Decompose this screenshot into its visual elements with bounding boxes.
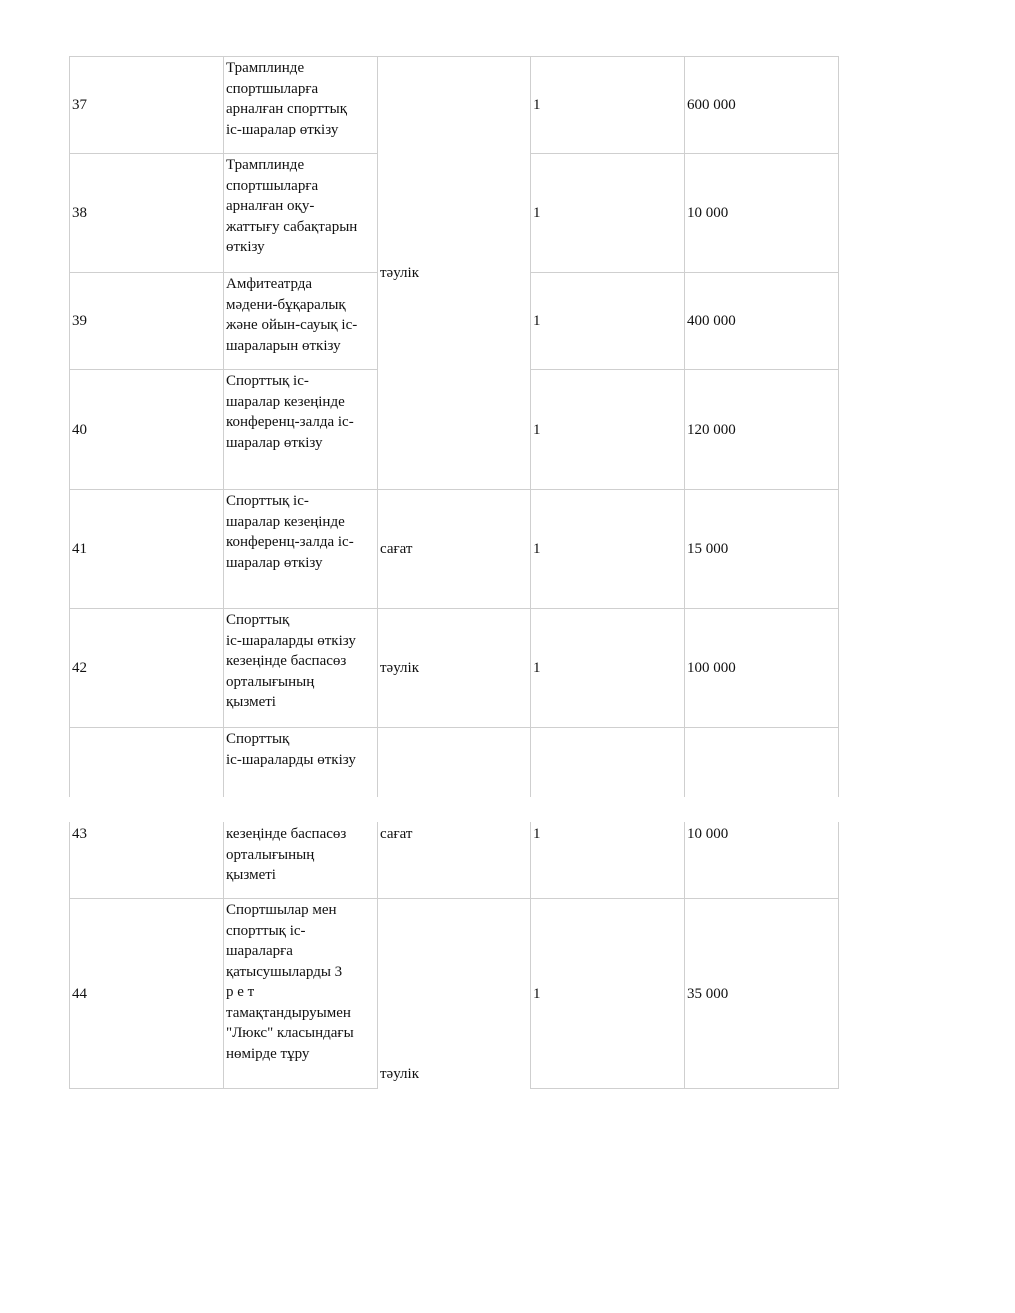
row-number xyxy=(69,153,223,272)
service-name xyxy=(223,489,377,608)
unit-text: тәулік xyxy=(380,265,419,282)
quantity-text: 1 xyxy=(533,313,541,330)
row-number-text: 43 xyxy=(72,826,87,842)
quantity-text: 1 xyxy=(533,660,541,677)
service-name xyxy=(223,272,377,369)
service-name-line: шаралар кезеңінде xyxy=(226,393,345,410)
row-number-text: 39 xyxy=(72,313,87,330)
service-name-line: Трамплинде xyxy=(226,60,305,76)
quantity xyxy=(530,153,684,272)
service-name-line: қатысушыларды 3 xyxy=(226,963,343,980)
table-border xyxy=(530,822,531,1089)
service-name-line: Спорттық xyxy=(226,731,290,747)
unit-text: сағат xyxy=(380,541,413,558)
service-name-line: Трамплинде xyxy=(226,157,305,173)
service-name xyxy=(223,153,377,272)
unit xyxy=(377,822,530,898)
price xyxy=(684,56,838,153)
unit xyxy=(377,1062,530,1088)
service-name-line: мәдени-бұқаралық xyxy=(226,296,346,313)
service-name-line: Спорттық xyxy=(226,612,290,628)
row-number-text: 42 xyxy=(72,660,87,677)
service-name-line: р е т xyxy=(226,984,255,1000)
table-border xyxy=(530,56,531,797)
table-border xyxy=(69,56,70,797)
price-text: 15 000 xyxy=(687,541,729,558)
quantity xyxy=(530,489,684,608)
quantity xyxy=(530,369,684,489)
row-number xyxy=(69,272,223,369)
table-border xyxy=(684,56,685,797)
quantity-text: 1 xyxy=(533,97,541,114)
service-name-line: шараларға xyxy=(226,943,293,959)
service-name-line: және ойын-сауық іс- xyxy=(226,317,358,333)
service-name-line: Спортшылар мен xyxy=(226,902,337,918)
service-name-line: конференц-залда іс- xyxy=(226,414,354,430)
service-name-line: орталығының xyxy=(226,673,315,690)
quantity xyxy=(530,898,684,1088)
service-name-line: арналған оқу- xyxy=(226,198,315,214)
table-border xyxy=(838,56,839,797)
quantity xyxy=(530,56,684,153)
unit xyxy=(377,489,530,608)
service-name-line: орталығының xyxy=(226,846,315,863)
service-name-line: іс-шаралар өткізу xyxy=(226,121,339,138)
row-number xyxy=(69,369,223,489)
service-name-line: Спорттық іс- xyxy=(226,373,309,389)
price xyxy=(684,272,838,369)
row-number-text: 44 xyxy=(72,985,87,1002)
service-name-line: спортшыларға xyxy=(226,177,319,194)
table-border xyxy=(69,727,839,728)
row-number-text: 37 xyxy=(72,97,87,114)
price xyxy=(684,369,838,489)
table-border xyxy=(69,822,70,1089)
table-border xyxy=(69,489,839,490)
service-name-line: Амфитеатрда xyxy=(226,276,313,292)
service-name-line: шаралар кезеңінде xyxy=(226,513,345,530)
quantity-text: 1 xyxy=(533,826,541,842)
service-name xyxy=(223,727,377,797)
price-text: 35 000 xyxy=(687,985,729,1002)
service-name-line: арналған спорттық xyxy=(226,101,348,117)
row-number-text: 40 xyxy=(72,421,87,438)
row-number xyxy=(69,489,223,608)
table-border xyxy=(684,822,685,1089)
row-number xyxy=(69,56,223,153)
row-number xyxy=(69,898,223,1088)
service-name-line: спортшыларға xyxy=(226,80,319,97)
table-border xyxy=(223,822,224,1089)
quantity xyxy=(530,822,684,898)
unit xyxy=(377,608,530,727)
row-number xyxy=(69,822,223,898)
service-name-line: конференц-залда іс- xyxy=(226,534,354,550)
service-name-line: жаттығу сабақтарын xyxy=(226,218,358,235)
table-border xyxy=(377,56,378,797)
service-name-line: қызметі xyxy=(226,694,276,710)
service-name xyxy=(223,369,377,489)
price xyxy=(684,608,838,727)
service-name-line: кезеңінде баспасөз xyxy=(226,653,347,669)
unit-text: сағат xyxy=(380,826,413,842)
quantity-text: 1 xyxy=(533,541,541,558)
service-name-line: спорттық іс- xyxy=(226,922,306,939)
service-name xyxy=(223,898,377,1088)
price-text: 10 000 xyxy=(687,205,729,222)
quantity-text: 1 xyxy=(533,985,541,1002)
price xyxy=(684,898,838,1088)
table-border xyxy=(223,56,224,797)
service-name xyxy=(223,608,377,727)
service-name-line: тамақтандыруымен xyxy=(226,1004,351,1021)
unit-merged xyxy=(377,56,530,489)
unit-text: тәулік xyxy=(380,660,419,677)
service-name xyxy=(223,822,377,898)
table-border xyxy=(69,898,839,899)
table-border xyxy=(69,608,839,609)
quantity xyxy=(530,608,684,727)
service-name-line: шараларын өткізу xyxy=(226,337,341,354)
price-text: 100 000 xyxy=(687,660,736,677)
service-name-line: іс-шараларды өткізу xyxy=(226,751,356,768)
unit-text: тәулік xyxy=(380,1066,419,1082)
service-name-line: "Люкс" класындағы xyxy=(226,1025,354,1041)
row-number-text: 38 xyxy=(72,205,87,222)
service-name xyxy=(223,56,377,153)
price-text: 400 000 xyxy=(687,313,736,330)
service-name-line: өткізу xyxy=(226,239,265,255)
price-text: 600 000 xyxy=(687,97,736,114)
service-name-line: іс-шараларды өткізу xyxy=(226,632,356,649)
service-name-line: шаралар өткізу xyxy=(226,434,323,451)
table-border xyxy=(69,56,839,57)
service-name-line: Спорттық іс- xyxy=(226,493,309,509)
price xyxy=(684,153,838,272)
row-number-text: 41 xyxy=(72,541,87,558)
table-border xyxy=(838,822,839,1089)
price-text: 10 000 xyxy=(687,826,729,842)
service-name-line: кезеңінде баспасөз xyxy=(226,826,347,842)
row-number xyxy=(69,608,223,727)
price xyxy=(684,822,838,898)
service-name-line: қызметі xyxy=(226,867,276,883)
quantity-text: 1 xyxy=(533,205,541,222)
price xyxy=(684,489,838,608)
service-name-line: нөмірде тұру xyxy=(226,1045,310,1062)
table-border xyxy=(377,822,378,1089)
price-text: 120 000 xyxy=(687,421,736,438)
service-name-line: шаралар өткізу xyxy=(226,554,323,571)
quantity xyxy=(530,272,684,369)
quantity-text: 1 xyxy=(533,421,541,438)
